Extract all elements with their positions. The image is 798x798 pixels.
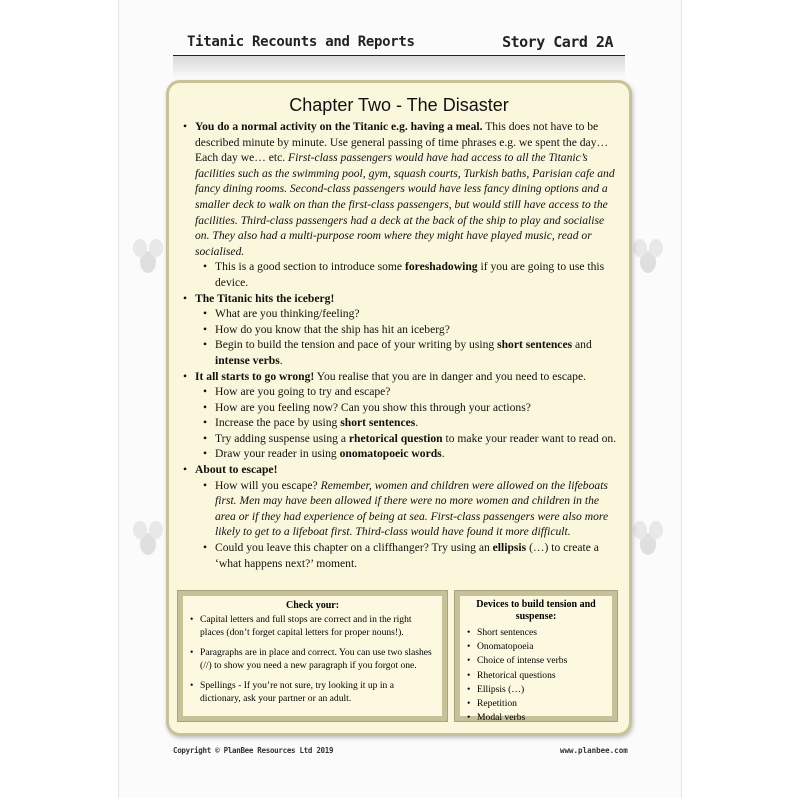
italic-text: First-class passengers would have had access to all the Titanic’s facilities such as the swimming pool, gym, squash courts, Turkish baths, Parisian cafe and fancy dining rooms. Second-class passengers would have less fancy dining options and a smaller deck to walk on than the first-class passengers, but would still have access to the facilities. Third-class passengers had a deck at the back of the ship to play and socialise on. They also had a multi-purpose room where they might have played music, read or socialised. bbox=[195, 151, 615, 258]
list-item bbox=[181, 369, 619, 385]
checklist-item: • Capital letters and full stops are correct and in the right places (don’t forget capital letters for proper nouns!). bbox=[189, 614, 436, 639]
list-item bbox=[181, 259, 619, 290]
bee-watermark-icon bbox=[628, 518, 668, 558]
body-text: Increase the pace by using bbox=[215, 416, 341, 430]
check-your-box bbox=[177, 590, 448, 722]
body-text: . bbox=[279, 353, 283, 367]
list-item bbox=[181, 431, 619, 447]
keyword: foreshadowing bbox=[404, 260, 478, 274]
list-item bbox=[181, 540, 619, 571]
keyword: onomatopoeic words bbox=[339, 447, 442, 461]
section-heading: The Titanic hits the iceberg! bbox=[195, 291, 335, 305]
device-item: • Rhetorical questions bbox=[466, 669, 606, 683]
story-content bbox=[181, 119, 619, 571]
devices-title: Devices to build tension and suspense: bbox=[476, 599, 596, 622]
list-item: • How are you feeling now? Can you show this through your actions? bbox=[181, 400, 619, 416]
keyword: rhetorical question bbox=[348, 431, 443, 445]
body-text: How will you escape? bbox=[215, 478, 321, 492]
section-heading: It all starts to go wrong! bbox=[195, 369, 315, 383]
footer-website: www.planbee.com bbox=[560, 746, 628, 755]
device-item: • Choice of intense verbs bbox=[466, 654, 606, 668]
footer-copyright: Copyright © PlanBee Resources Ltd 2019 bbox=[173, 746, 334, 755]
header-bar bbox=[173, 31, 625, 56]
story-card-label: Story Card 2A bbox=[502, 33, 613, 51]
devices-panel bbox=[460, 596, 612, 724]
list-item: • How are you going to try and escape? bbox=[181, 384, 619, 400]
body-text: This does not have to be described minute by minute. Use general passing of time phrases e.g. we spent the day… Each day we… etc. bbox=[195, 120, 609, 165]
body-text: (…) to create a ‘what happens next?’ moment. bbox=[215, 541, 599, 570]
check-your-title: Check your: bbox=[285, 600, 340, 611]
keyword: short sentences bbox=[497, 338, 573, 352]
keyword: short sentences bbox=[340, 416, 416, 430]
check-your-panel bbox=[183, 596, 442, 716]
body-text: to make your reader want to read on. bbox=[442, 431, 617, 445]
device-item: • Onomatopoeia bbox=[466, 640, 606, 654]
checklist-item: • Paragraphs are in place and correct. You can use two slashes (//) to show you need a new paragraph if you forgot one. bbox=[189, 647, 436, 672]
body-text: You realise that you are in danger and you need to escape. bbox=[314, 369, 586, 383]
bee-watermark-icon bbox=[128, 236, 168, 276]
body-text: if you are going to use this device. bbox=[215, 260, 605, 289]
list-item bbox=[181, 119, 619, 259]
header-shadow bbox=[173, 56, 625, 78]
list-item bbox=[181, 446, 619, 462]
keyword: ellipsis bbox=[492, 541, 527, 555]
body-text: This is a good section to introduce some bbox=[215, 260, 405, 274]
chapter-title: Chapter Two - The Disaster bbox=[289, 95, 509, 115]
list-item bbox=[181, 462, 619, 478]
body-text: Try adding suspense using a bbox=[215, 431, 349, 445]
page-title: Titanic Recounts and Reports bbox=[187, 34, 415, 50]
list-item: • How do you know that the ship has hit an iceberg? bbox=[181, 322, 619, 338]
italic-text: Remember, women and children were allowed on the lifeboats first. Men may have been allowed if there were no more women and children in the area or if they had experience of being at sea. First-class passengers were also more likely to get to a lifeboat first. Third-class would have found it more difficult. bbox=[215, 478, 609, 539]
body-text: Could you leave this chapter on a cliffhanger? Try using an bbox=[215, 541, 493, 555]
bee-watermark-icon bbox=[628, 236, 668, 276]
section-heading: About to escape! bbox=[195, 463, 278, 477]
device-item: • Repetition bbox=[466, 697, 606, 711]
bee-watermark-icon bbox=[128, 518, 168, 558]
list-item bbox=[181, 415, 619, 431]
body-text: Begin to build the tension and pace of your writing by using bbox=[215, 338, 498, 352]
list-item bbox=[181, 478, 619, 540]
device-item: • Ellipsis (…) bbox=[466, 683, 606, 697]
section-heading: You do a normal activity on the Titanic e.g. having a meal. bbox=[195, 120, 483, 133]
keyword: intense verbs bbox=[215, 353, 280, 367]
device-item: • Short sentences bbox=[466, 626, 606, 640]
list-item bbox=[181, 291, 619, 307]
device-item: • Modal verbs bbox=[466, 711, 606, 725]
body-text: Draw your reader in using bbox=[215, 447, 340, 461]
body-text: and bbox=[572, 338, 592, 352]
body-text: . bbox=[415, 416, 419, 430]
list-item bbox=[181, 337, 619, 368]
devices-box bbox=[454, 590, 618, 722]
body-text: . bbox=[441, 447, 445, 461]
list-item: • What are you thinking/feeling? bbox=[181, 306, 619, 322]
checklist-item: • Spellings - If you’re not sure, try looking it up in a dictionary, ask your partner or an adult. bbox=[189, 680, 436, 705]
